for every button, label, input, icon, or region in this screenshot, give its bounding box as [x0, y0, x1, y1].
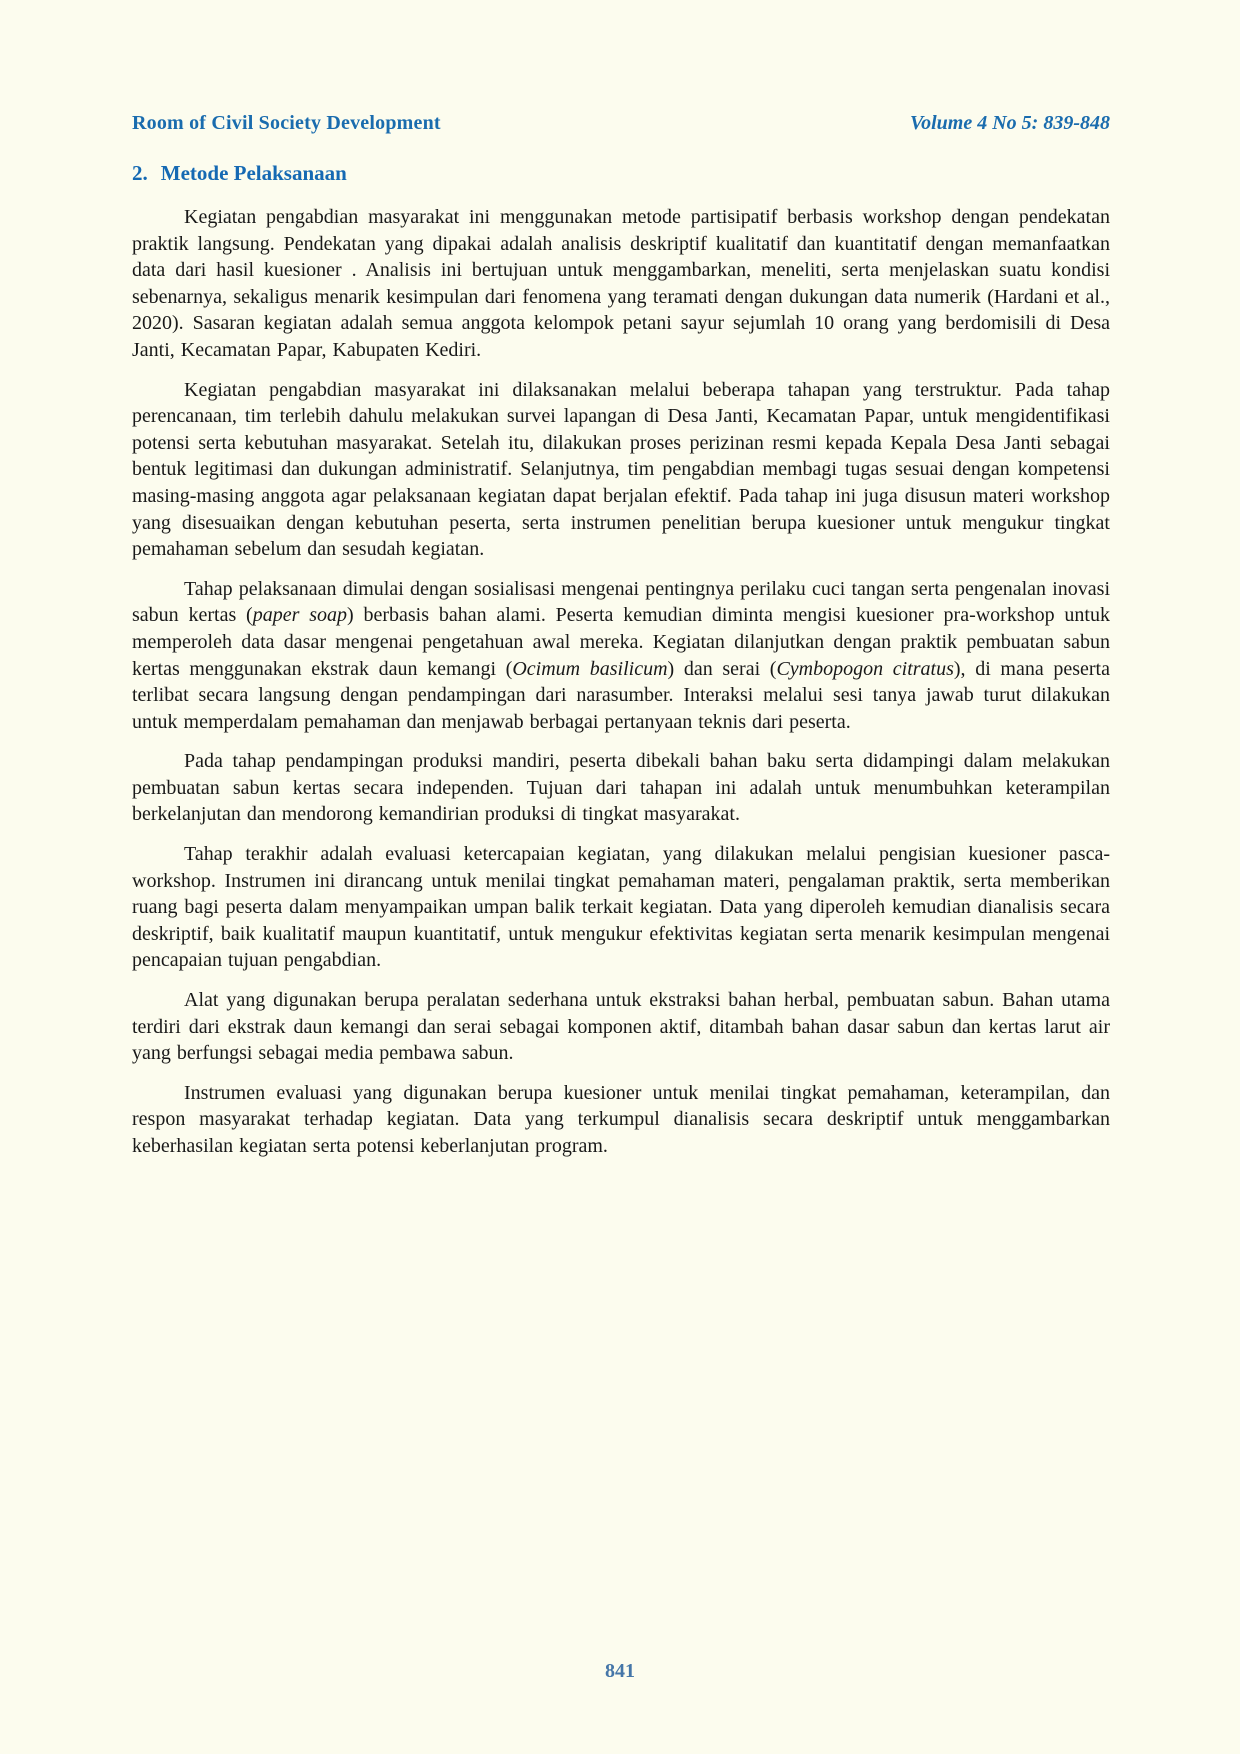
paragraph-text: ) berbasis bahan alami. Peserta kemudian diminta mengisi kuesioner pra-workshop untuk memperoleh data dasar mengenai pengetahuan awal mereka. Kegiatan dilanjutkan dengan praktik pembuatan sabun kertas menggunakan ekstrak daun kemangi ( — [132, 604, 1110, 680]
paragraph-implementation-stage — [132, 576, 1110, 736]
italic-term-cymbopogon-citratus: Cymbopogon citratus — [776, 657, 954, 680]
paragraph-text: Kegiatan pengabdian masyarakat ini menggunakan metode partisipatif berbasis workshop dengan pendekatan praktik langsung. Pendekatan yang dipakai adalah analisis deskriptif kualitatif dan kuantitatif dengan memanfaatkan data dari hasil kuesioner . Analisis ini bertujuan untuk menggambarkan, meneliti, serta menjelaskan suatu kondisi sebenarnya, sekaligus menarik kesimpulan dari fenomena yang teramati dengan dukungan data numerik (Hardani et al., 2020). Sasaran kegiatan adalah semua anggota kelompok petani sayur sejumlah 10 orang yang berdomisili di Desa Janti, Kecamatan Papar, Kabupaten Kediri. — [132, 206, 1110, 361]
paragraph-text: Instrumen evaluasi yang digunakan berupa kuesioner untuk menilai tingkat pemahaman, keterampilan, dan respon masyarakat terhadap kegiatan. Data yang terkumpul dianalisis secara deskriptif untuk menggambarkan keberhasilan kegiatan serta potensi keberlanjutan program. — [132, 1081, 1110, 1157]
paragraph-text: Tahap terakhir adalah evaluasi ketercapaian kegiatan, yang dilakukan melalui pengisian kuesioner pasca-workshop. Instrumen ini dirancang untuk menilai tingkat pemahaman materi, pengalaman praktik, serta memberikan ruang bagi peserta dalam menyampaikan umpan balik terkait kegiatan. Data yang diperoleh kemudian dianalisis secara deskriptif, baik kualitatif maupun kuantitatif, untuk mengukur efektivitas kegiatan serta menarik kesimpulan mengenai pencapaian tujuan pengabdian. — [132, 843, 1110, 972]
paragraph-text: Pada tahap pendampingan produksi mandiri, peserta dibekali bahan baku serta didampingi dalam melakukan pembuatan sabun kertas secara independen. Tujuan dari tahapan ini adalah untuk menumbuhkan keterampilan berkelanjutan dan mendorong kemandirian produksi di tingkat masyarakat. — [132, 750, 1110, 826]
paragraph-evaluation-instrument — [132, 1080, 1110, 1160]
paragraph-evaluation-stage — [132, 841, 1110, 974]
paragraph-planning-stage — [132, 377, 1110, 563]
volume-issue-label: Volume 4 No 5: 839-848 — [910, 112, 1110, 134]
paragraph-mentoring-stage — [132, 748, 1110, 828]
italic-term-ocimum-basilicum: Ocimum basilicum — [512, 657, 668, 680]
section-title: Metode Pelaksanaan — [160, 161, 347, 185]
page-header — [132, 112, 1110, 135]
paragraph-text: Tahap pelaksanaan dimulai dengan sosialisasi mengenai pentingnya perilaku cuci tangan serta pengenalan inovasi sabun kertas ( — [132, 577, 1110, 627]
paragraph-tools-materials — [132, 987, 1110, 1067]
paragraph-text: ), di mana peserta terlibat secara langsung dengan pendampingan dari narasumber. Interaksi melalui sesi tanya jawab turut dilakukan untuk memperdalam pemahaman dan menjawab berbagai pertanyaan teknis dari peserta. — [132, 657, 1110, 733]
italic-term-paper-soap: paper soap — [252, 604, 347, 627]
paragraph-text: Alat yang digunakan berupa peralatan sederhana untuk ekstraksi bahan herbal, pembuatan sabun. Bahan utama terdiri dari ekstrak daun kemangi dan serai sebagai komponen aktif, ditambah bahan dasar sabun dan kertas larut air yang berfungsi sebagai media pembawa sabun. — [132, 989, 1110, 1065]
page-footer — [0, 1660, 1240, 1683]
journal-title: Room of Civil Society Development — [132, 112, 441, 134]
paragraph-text: ) dan serai ( — [667, 657, 777, 680]
paragraph-method-overview — [132, 204, 1110, 364]
section-heading — [132, 161, 1110, 186]
page-number: 841 — [605, 1660, 635, 1682]
section-number: 2. — [132, 161, 148, 185]
paragraph-text: Kegiatan pengabdian masyarakat ini dilaksanakan melalui beberapa tahapan yang terstruktur. Pada tahap perencanaan, tim terlebih dahulu melakukan survei lapangan di Desa Janti, Kecamatan Papar, untuk mengidentifikasi potensi serta kebutuhan masyarakat. Setelah itu, dilakukan proses perizinan resmi kepada Kepala Desa Janti sebagai bentuk legitimasi dan dukungan administratif. Selanjutnya, tim pengabdian membagi tugas sesuai dengan kompetensi masing-masing anggota agar pelaksanaan kegiatan dapat berjalan efektif. Pada tahap ini juga disusun materi workshop yang disesuaikan dengan kebutuhan peserta, serta instrumen penelitian berupa kuesioner untuk mengukur tingkat pemahaman sebelum dan sesudah kegiatan. — [132, 378, 1110, 561]
